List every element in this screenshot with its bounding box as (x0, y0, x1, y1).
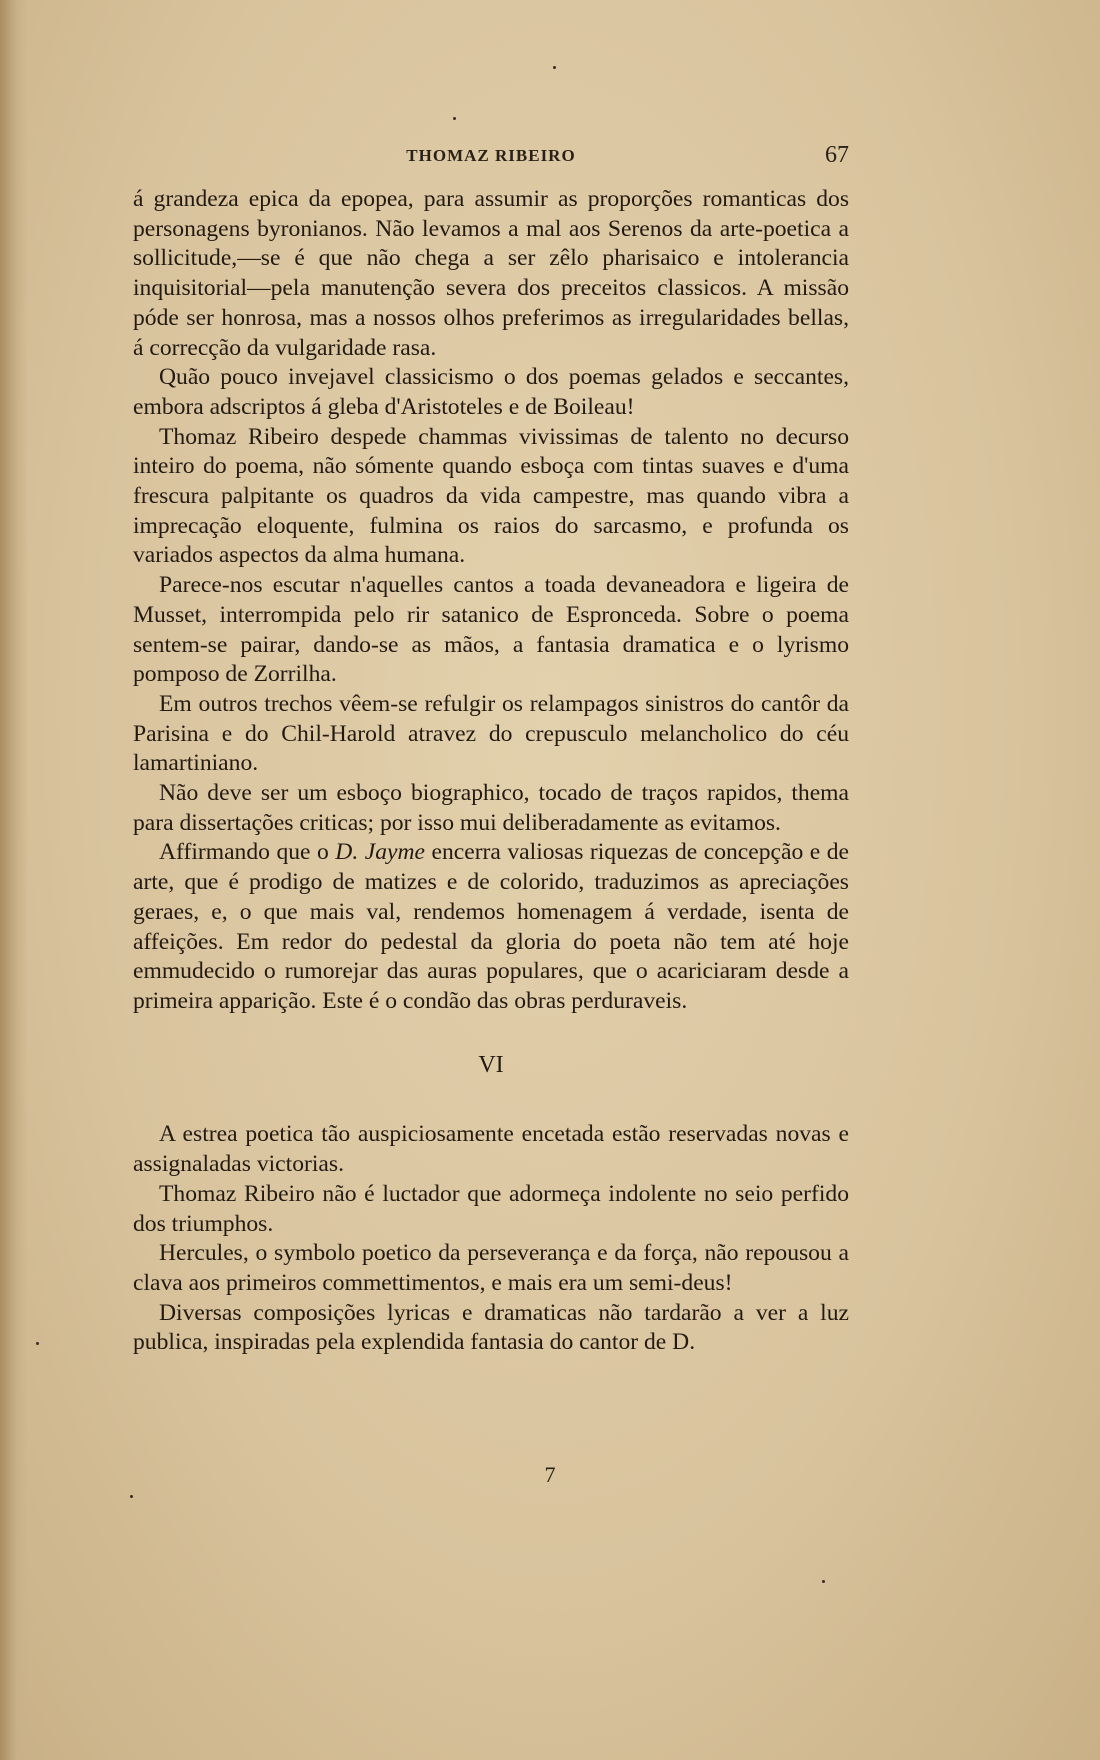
paragraph: Parece-nos escutar n'aquelles cantos a toada devaneadora e ligeira de Musset, interrompida pelo rir satanico de Espronceda. Sobre o poema sentem-se pairar, dando-se as mãos, a fantasia dramatica e o lyrismo pomposo de Zorrilha. (133, 572, 849, 688)
paragraph: Diversas composições lyricas e dramaticas não tardarão a ver a luz publica, inspiradas pela explendida fantasia do cantor de D. (133, 1299, 849, 1356)
page-edge-shadow (0, 0, 28, 1760)
paper-speck (822, 1580, 825, 1583)
paragraph: Quão pouco invejavel classicismo o dos poemas gelados e seccantes, embora adscriptos á gleba d'Aristoteles e de Boileau! (133, 364, 849, 420)
book-title-italic: D. Jayme (335, 839, 425, 866)
paper-speck (130, 1495, 133, 1498)
paragraph: A estrea poetica tão auspiciosamente encetada estão reservadas novas e assignaladas victorias. (133, 1121, 849, 1178)
signature-mark: 7 (544, 1462, 556, 1487)
running-head: THOMAZ RIBEIRO (406, 146, 576, 165)
section-heading: VI (478, 1051, 504, 1078)
paragraph-jayme (133, 838, 849, 1016)
paragraph: Em outros trechos vêem-se refulgir os relampagos sinistros do cantôr da Parisina e do Chil-Harold atravez do crepusculo melancholico do céu lamartiniano. (133, 690, 849, 777)
paper-speck (36, 1342, 39, 1345)
paper-speck (453, 117, 456, 120)
paper-speck (553, 66, 556, 69)
body-text (133, 185, 849, 1358)
paragraph: Não deve ser um esboço biographico, tocado de traços rapidos, thema para dissertações criticas; por isso mui deliberadamente as evitamos. (133, 780, 849, 836)
paragraph-text: encerra valiosas riquezas de concepção e de arte, que é prodigo de matizes e de colorido, traduzimos as apreciações geraes, e, o que mais val, rendemos homenagem á verdade, isenta de affeições. Em redor do pedestal da gloria do poeta não tem até hoje emmudecido o rumorejar das auras populares, que o acariciaram desde a primeira apparição. Este é o condão das obras perduraveis. (133, 839, 849, 1014)
page-number: 67 (825, 142, 849, 168)
paragraph: á grandeza epica da epopea, para assumir as proporções romanticas dos personagens byronianos. Não levamos a mal aos Serenos da arte-poetica a sollicitude,—se é que não chega a ser zêlo pharisaico e intolerancia inquisitorial—pela manutenção severa dos preceitos classicos. A missão póde ser honrosa, mas a nossos olhos preferimos as irregularidades bellas, á correcção da vulgaridade rasa. (133, 186, 849, 361)
paragraph: Thomaz Ribeiro não é luctador que adormeça indolente no seio perfido dos triumphos. (133, 1180, 849, 1237)
paragraph: Hercules, o symbolo poetico da perseverança e da força, não repousou a clava aos primeiros commettimentos, e mais era um semi-deus! (133, 1240, 849, 1296)
page-header (133, 142, 849, 172)
paragraph-text: Affirmando que o (159, 839, 336, 866)
paragraph: Thomaz Ribeiro despede chammas vivissimas de talento no decurso inteiro do poema, não sómente quando esboça com tintas suaves e d'uma frescura palpitante os quadros da vida campestre, mas quando vibra a imprecação eloquente, fulmina os raios do sarcasmo, e profunda os variados aspectos da alma humana. (133, 423, 849, 569)
